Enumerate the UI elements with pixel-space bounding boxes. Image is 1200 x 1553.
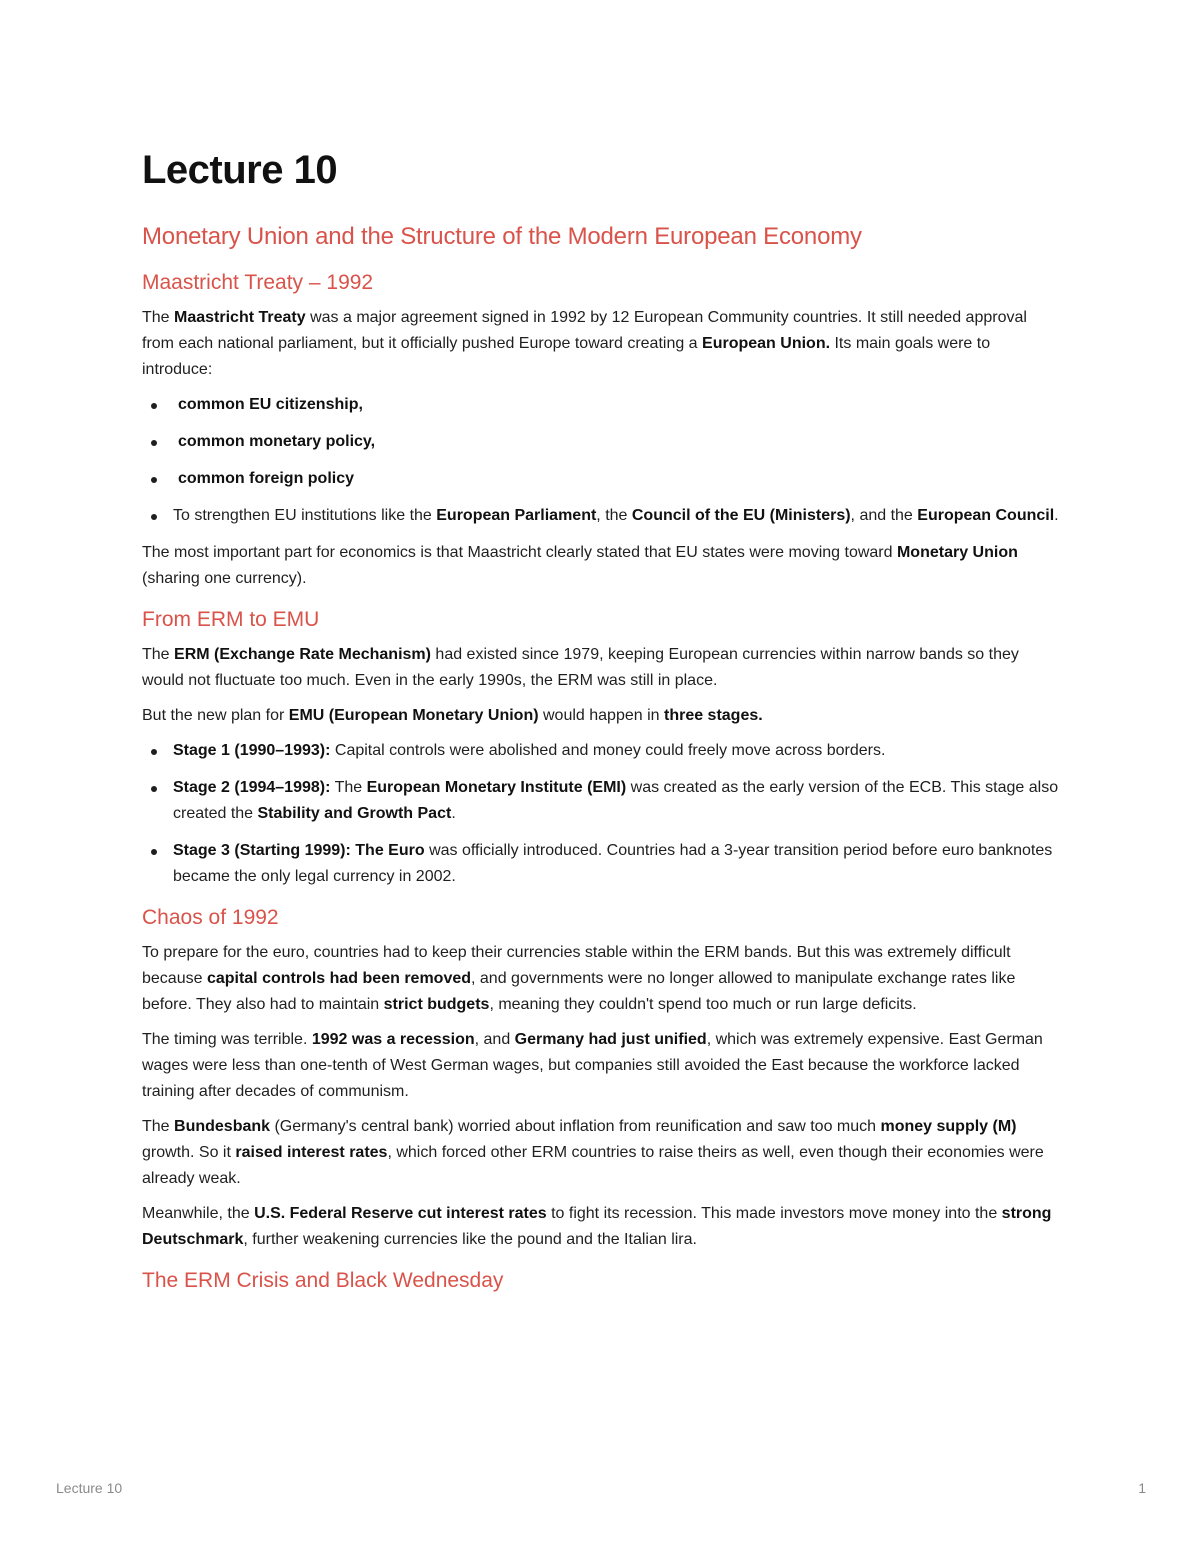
bold-term: EMU (European Monetary Union) <box>288 707 539 724</box>
bold-term: Council of the EU (Ministers) <box>631 507 851 524</box>
footer-document-title: Lecture 10 <box>56 1480 123 1496</box>
page-title: Lecture 10 <box>142 148 338 192</box>
bold-term: money supply (M) <box>880 1118 1017 1135</box>
text-run: (sharing one currency). <box>142 570 307 587</box>
bold-term: Bundesbank <box>174 1118 271 1135</box>
bold-term: common monetary policy, <box>178 433 376 450</box>
text-run: was a major agreement signed in 1992 by 12 European Community countries. It still needed approval from each national parliament, but it officially pushed Europe toward creating a <box>142 309 1027 352</box>
chaos-paragraph-1 <box>142 940 1060 1018</box>
erm-paragraph-2 <box>142 703 1060 729</box>
text-run: The <box>142 646 175 663</box>
text-run: The <box>142 309 175 326</box>
maastricht-paragraph-1 <box>142 305 1060 383</box>
text-run: . <box>1054 507 1059 524</box>
text-run: Meanwhile, the <box>142 1205 255 1222</box>
text-run: , meaning they couldn't spend too much or run large deficits. <box>489 996 917 1013</box>
bullet-icon <box>151 477 157 483</box>
list-item <box>142 775 1060 827</box>
document-page <box>142 130 1060 1303</box>
bold-term: European Parliament <box>436 507 597 524</box>
text-run: was officially introduced. Countries had a 3-year transition period before euro banknotes became the only legal currency in 2002. <box>173 842 1053 885</box>
text-run: , and governments were no longer allowed to manipulate exchange rates like before. They also had to maintain <box>142 970 1016 1013</box>
text-run: to fight its recession. This made investors move money into the <box>546 1205 1002 1222</box>
chaos-paragraph-4 <box>142 1201 1060 1253</box>
section-heading-erm-emu: From ERM to EMU <box>142 608 320 631</box>
text-run: The <box>330 779 367 796</box>
text-run: , which forced other ERM countries to raise theirs as well, even though their economies were already weak. <box>142 1144 1044 1187</box>
bold-term: ERM (Exchange Rate Mechanism) <box>174 646 431 663</box>
text-run: The most important part for economics is that Maastricht clearly stated that EU states were moving toward <box>142 544 897 561</box>
maastricht-goals-list <box>142 392 1060 529</box>
bold-term: strict budgets <box>383 996 490 1013</box>
bold-term: The Euro <box>355 842 425 859</box>
bold-term: 1992 was a recession <box>311 1031 475 1048</box>
erm-paragraph-1 <box>142 642 1060 694</box>
text-run: Capital controls were abolished and money could freely move across borders. <box>330 742 886 759</box>
bold-term: Maastricht Treaty <box>174 309 306 326</box>
text-run: Its main goals were to introduce: <box>142 335 991 378</box>
bold-term: Germany had just unified <box>514 1031 707 1048</box>
text-run: , the <box>596 507 632 524</box>
text-run: . <box>451 805 456 822</box>
text-run: But the new plan for <box>142 707 289 724</box>
bullet-icon <box>151 514 157 520</box>
list-item <box>142 429 1060 455</box>
section-heading-chaos: Chaos of 1992 <box>142 906 279 929</box>
footer-page-number: 1 <box>1138 1480 1146 1496</box>
text-run: was created as the early version of the ECB. This stage also created the <box>173 779 1059 822</box>
bold-term: U.S. Federal Reserve cut interest rates <box>254 1205 547 1222</box>
text-run: had existed since 1979, keeping European currencies within narrow bands so they would not fluctuate too much. Even in the early 1990s, the ERM was still in place. <box>142 646 1019 689</box>
bold-term: raised interest rates <box>235 1144 388 1161</box>
list-item <box>142 466 1060 492</box>
text-run: The <box>142 1118 175 1135</box>
list-item <box>142 738 1060 764</box>
bold-term: European Council <box>917 507 1055 524</box>
bullet-icon <box>151 786 157 792</box>
bullet-icon <box>151 749 157 755</box>
text-run: , which was extremely expensive. East German wages were less than one-tenth of West German wages, but companies still avoided the East because the workforce lacked training after decades of communism. <box>142 1031 1043 1100</box>
bullet-icon <box>151 440 157 446</box>
text-run: , and <box>474 1031 515 1048</box>
list-item <box>142 838 1060 890</box>
list-item <box>142 392 1060 418</box>
list-item <box>142 503 1060 529</box>
bold-term: European Union. <box>702 335 831 352</box>
maastricht-paragraph-2 <box>142 540 1060 592</box>
bold-term: Stage 2 (1994–1998): <box>173 779 331 796</box>
emu-stages-list <box>142 738 1060 890</box>
bullet-icon <box>151 403 157 409</box>
text-run: The timing was terrible. <box>142 1031 312 1048</box>
bold-term: Stability and Growth Pact <box>257 805 452 822</box>
text-run: (Germany's central bank) worried about inflation from reunification and saw too much <box>270 1118 881 1135</box>
text-run: , further weakening currencies like the pound and the Italian lira. <box>243 1231 697 1248</box>
bold-term: Stage 1 (1990–1993): <box>173 742 331 759</box>
chaos-paragraph-2 <box>142 1027 1060 1105</box>
bold-term: common EU citizenship, <box>178 396 363 413</box>
bold-term: capital controls had been removed <box>206 970 472 987</box>
bold-term: Stage 3 (Starting 1999): <box>173 842 351 859</box>
bold-term: three stages. <box>663 707 763 724</box>
bold-term: common foreign policy <box>178 470 355 487</box>
text-run: To prepare for the euro, countries had to keep their currencies stable within the ERM bands. But this was extremely difficult because <box>142 944 1011 987</box>
bold-term: European Monetary Institute (EMI) <box>366 779 627 796</box>
chaos-paragraph-3 <box>142 1114 1060 1192</box>
bullet-icon <box>151 849 157 855</box>
main-heading: Monetary Union and the Structure of the Modern European Economy <box>142 223 862 250</box>
text-run: , and the <box>850 507 918 524</box>
text-run: growth. So it <box>142 1144 236 1161</box>
bold-term: strong Deutschmark <box>142 1205 1052 1248</box>
section-heading-maastricht: Maastricht Treaty – 1992 <box>142 271 374 294</box>
text-run: To strengthen EU institutions like the <box>173 507 437 524</box>
text-run: would happen in <box>538 707 664 724</box>
section-heading-erm-crisis: The ERM Crisis and Black Wednesday <box>142 1269 504 1292</box>
bold-term: Monetary Union <box>896 544 1018 561</box>
